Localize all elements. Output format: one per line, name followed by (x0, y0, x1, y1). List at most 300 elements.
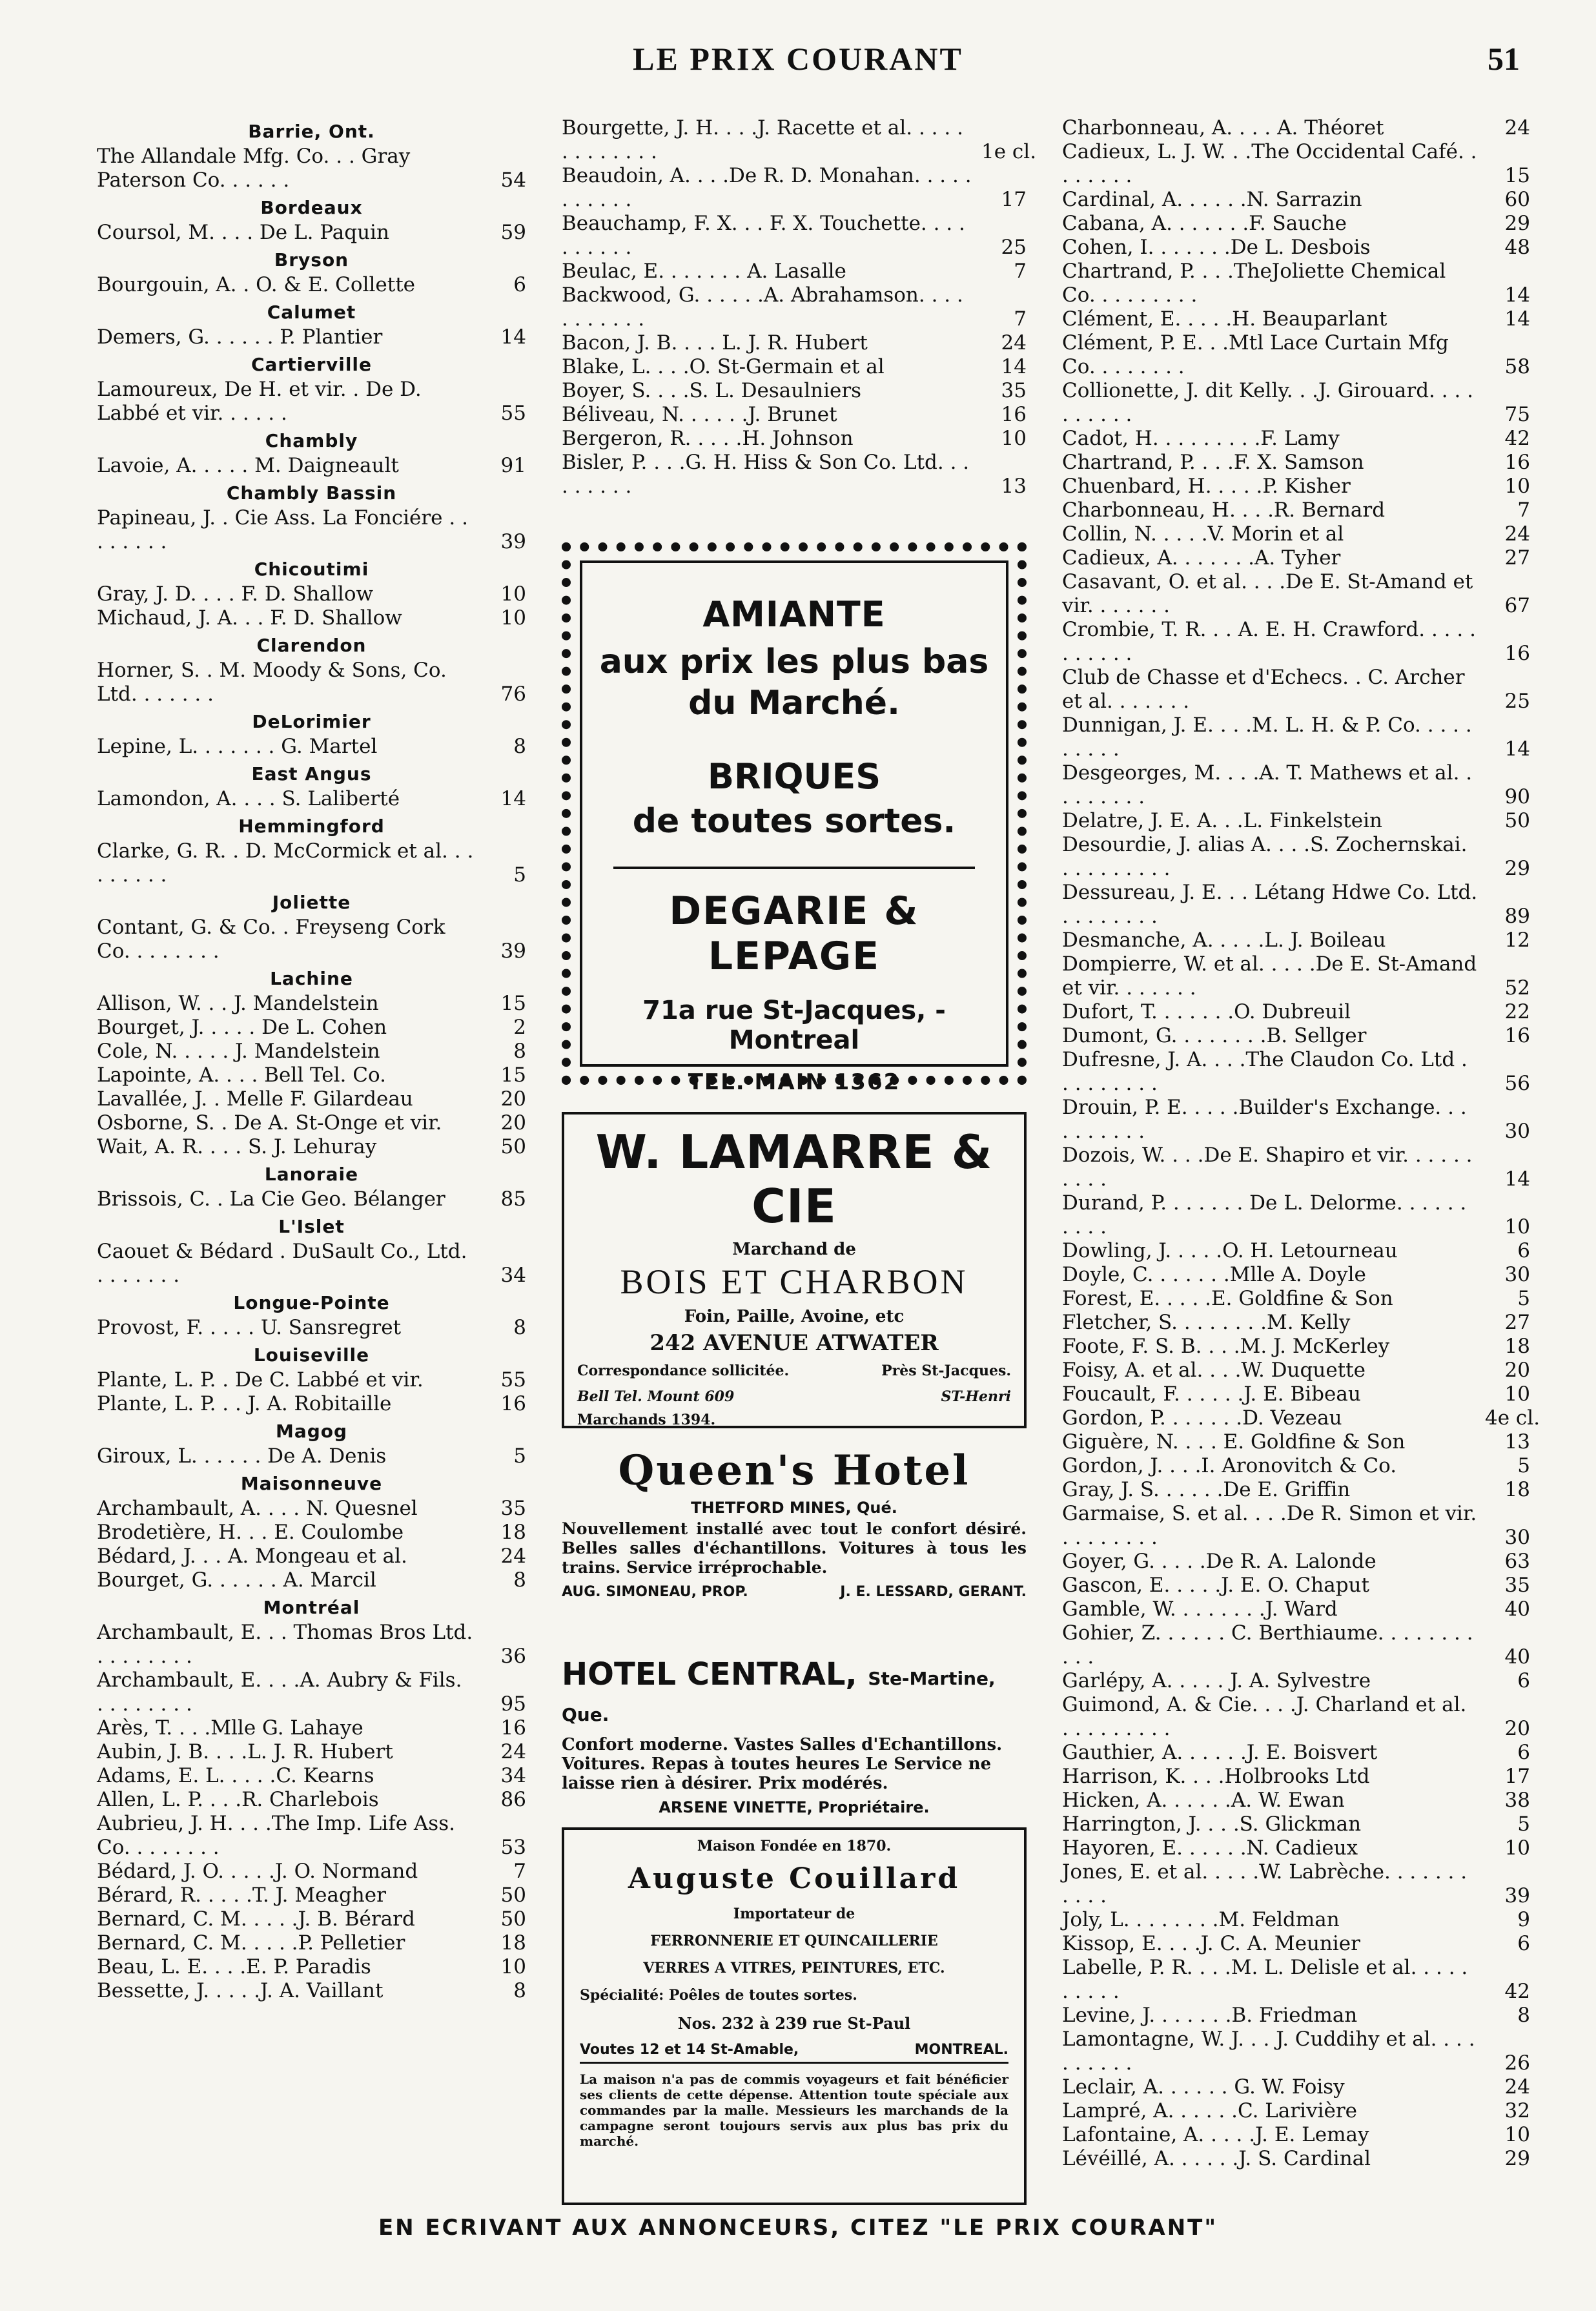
entry-number: 10 (1504, 1836, 1530, 1860)
entry-text: Beulac, E. . . . . . . A. Lasalle (562, 260, 846, 283)
entry-number: 58 (1504, 355, 1530, 378)
ad-couillard-address: Nos. 232 à 239 rue St-Paul (677, 2014, 911, 2033)
entry-text: Allison, W. . . J. Mandelstein (97, 992, 379, 1015)
entry-text: Lamoureux, De H. et vir. . De D. Labbé et vir. . . . . . (97, 378, 422, 425)
list-item (1062, 522, 1530, 546)
entry-number: 35 (1001, 379, 1027, 402)
entry-number: 50 (1504, 809, 1530, 832)
ad-amiante-title: AMIANTE (702, 594, 886, 635)
list-item (1062, 1836, 1530, 1860)
city-heading: Chicoutimi (254, 559, 369, 580)
entry-number: 8 (513, 1568, 526, 1592)
ad-lamarre-product: BOIS ET CHARBON (620, 1262, 968, 1301)
entry-number: 16 (1504, 1024, 1530, 1047)
list-item (97, 1907, 526, 1931)
entry-number: 2 (513, 1016, 526, 1039)
list-item (97, 1568, 526, 1592)
list-item (97, 1368, 526, 1392)
list-item (1062, 2099, 1530, 2123)
entry-text: Casavant, O. et al. . . .De E. St-Amand et vir. . . . . . . (1062, 570, 1473, 617)
entry-text: Lamontagne, W. J. . . J. Cuddihy et al. . . . . . . . . . (1062, 2028, 1475, 2075)
list-item (1062, 236, 1530, 260)
ad-lamarre-near: Près St-Jacques. (881, 1362, 1011, 1379)
entry-text: Bédard, J. O. . . . .J. O. Normand (97, 1860, 418, 1883)
ad-central-location: Ste-Martine, Que. (562, 1668, 996, 1725)
entry-text: Bernard, C. M. . . . .P. Pelletier (97, 1931, 405, 1955)
entry-text: Delatre, J. E. A. . .L. Finkelstein (1062, 809, 1382, 832)
entry-number: 54 (500, 169, 526, 192)
city-heading: Lachine (270, 968, 353, 989)
list-item (1062, 666, 1530, 714)
list-item (1062, 2123, 1530, 2147)
entry-number: 8 (513, 1316, 526, 1339)
entry-number: 5 (1517, 1454, 1530, 1477)
entry-text: Dessureau, J. E. . . Létang Hdwe Co. Ltd. . . . . . . . . (1062, 881, 1478, 928)
city-heading: Montréal (263, 1597, 360, 1618)
ad-queens-owner: AUG. SIMONEAU, PROP. (562, 1584, 748, 1600)
list-item (1062, 2075, 1530, 2099)
city-heading: Clarendon (256, 635, 367, 656)
page-number: 51 (1488, 41, 1520, 77)
entry-text: Arès, T. . . .Mlle G. Lahaye (97, 1716, 363, 1740)
entry-number: 55 (500, 402, 526, 425)
entry-number: 14 (1001, 355, 1027, 378)
entry-text: Wait, A. R. . . . S. J. Lehuray (97, 1135, 377, 1158)
entry-number: 18 (500, 1521, 526, 1544)
entry-text: Bourget, J. . . . . De L. Cohen (97, 1016, 387, 1039)
entry-number: 32 (1504, 2099, 1530, 2122)
ad-lamarre-subtitle: Marchand de (732, 1240, 856, 1259)
entry-number: 50 (500, 1907, 526, 1931)
entry-text: Foucault, F. . . . . .J. E. Bibeau (1062, 1382, 1361, 1406)
entry-text: Levine, J. . . . . . .B. Friedman (1062, 2004, 1358, 2027)
ad-lamarre-address: 242 AVENUE ATWATER (650, 1330, 939, 1356)
entry-text: Leclair, A. . . . . . G. W. Foisy (1062, 2075, 1345, 2099)
entry-text: Archambault, A. . . . N. Quesnel (97, 1497, 418, 1520)
ad-divider (613, 867, 975, 869)
list-item (562, 164, 1027, 212)
page-footer: EN ECRIVANT AUX ANNONCEURS, CITEZ "LE PRIX COURANT" (378, 2215, 1218, 2241)
list-item (1062, 1908, 1530, 1932)
list-item (97, 659, 526, 706)
entry-number: 40 (1504, 1597, 1530, 1621)
entry-number: 18 (500, 1931, 526, 1955)
entry-text: Goyer, G. . . . .De R. A. Lalonde (1062, 1550, 1376, 1573)
entry-text: Lafontaine, A. . . . .J. E. Lemay (1062, 2123, 1369, 2146)
list-item (562, 331, 1027, 355)
list-item (97, 1187, 526, 1211)
entry-number: 50 (500, 1884, 526, 1907)
entry-text: Kissop, E. . . .J. C. A. Meunier (1062, 1932, 1360, 1955)
list-item (1062, 1287, 1530, 1311)
list-item (1062, 116, 1530, 140)
list-item (1062, 1550, 1530, 1574)
entry-text: Lepine, L. . . . . . . G. Martel (97, 735, 378, 758)
city-heading: Longue-Pointe (233, 1292, 390, 1313)
list-item (1062, 140, 1530, 188)
ad-briques-title: BRIQUES (707, 756, 881, 797)
ad-lamarre-tel2: ST-Henri (941, 1388, 1011, 1405)
entry-text: Bérard, R. . . . .T. J. Meagher (97, 1884, 386, 1907)
list-item (1062, 809, 1530, 833)
entry-number: 16 (1001, 403, 1027, 426)
list-item (97, 1884, 526, 1907)
list-item (97, 145, 526, 192)
entry-number: 7 (1014, 307, 1027, 331)
entry-number: 26 (1504, 2051, 1530, 2075)
ad-degarie-lepage (562, 542, 1027, 1095)
city-heading: Hemmingford (238, 816, 385, 837)
entry-text: Cabana, A. . . . . . .F. Sauche (1062, 212, 1347, 235)
ad-company-name: DEGARIE & LEPAGE (669, 888, 919, 979)
entry-number: 56 (1504, 1072, 1530, 1095)
entry-number: 8 (513, 1979, 526, 2002)
entry-text: Archambault, E. . . Thomas Bros Ltd. . . . . . . . . (97, 1621, 473, 1668)
entry-text: Joly, L. . . . . . . .M. Feldman (1062, 1908, 1340, 1931)
entry-text: Charbonneau, H. . . .R. Bernard (1062, 498, 1386, 522)
city-heading: Cartierville (251, 354, 373, 375)
entry-number: 24 (1504, 116, 1530, 139)
list-item (1062, 1502, 1530, 1550)
entry-number: 30 (1504, 1526, 1530, 1549)
entry-number: 36 (500, 1645, 526, 1668)
entry-number: 10 (1504, 1382, 1530, 1406)
list-item (97, 735, 526, 759)
entry-number: 52 (1504, 976, 1530, 1000)
entry-number: 4e cl. (1485, 1406, 1540, 1430)
ad-queens-hotel (562, 1446, 1027, 1640)
entry-number: 63 (1504, 1550, 1530, 1573)
entry-number: 20 (1504, 1359, 1530, 1382)
entry-text: Clément, P. E. . .Mtl Lace Curtain Mfg Co. . . . . . . . (1062, 331, 1449, 378)
entry-number: 24 (1504, 522, 1530, 546)
entry-text: Brodetière, H. . . E. Coulombe (97, 1521, 404, 1544)
entry-number: 10 (1001, 427, 1027, 450)
ad-couillard-vaults-row (580, 2042, 1008, 2064)
entry-text: Dufort, T. . . . . . .O. Dubreuil (1062, 1000, 1351, 1023)
list-item (97, 1669, 526, 1716)
entry-text: Lévéillé, A. . . . . .J. S. Cardinal (1062, 2147, 1371, 2170)
ad-couillard-vaults: Voutes 12 et 14 St-Amable, (580, 2042, 799, 2058)
ad-lamarre-tel3: Marchands 1394. (577, 1412, 716, 1428)
list-item (97, 378, 526, 426)
list-item (97, 1444, 526, 1468)
city-heading: Chambly (265, 430, 358, 451)
city-heading: Barrie, Ont. (248, 121, 375, 142)
entry-number: 16 (500, 1716, 526, 1740)
list-item (1062, 929, 1530, 952)
list-item (97, 273, 526, 297)
entry-number: 20 (500, 1111, 526, 1135)
list-item (1062, 570, 1530, 618)
ad-couillard (562, 1827, 1027, 2205)
entry-text: Cadot, H. . . . . . . . .F. Lamy (1062, 427, 1340, 450)
entry-text: Gray, J. S. . . . . .De E. Griffin (1062, 1478, 1351, 1501)
entry-number: 16 (1504, 642, 1530, 665)
entry-number: 30 (1504, 1120, 1530, 1143)
ad-central-heading (562, 1656, 1027, 1729)
entry-text: Chartrand, P. . . .TheJoliette Chemical Co. . . . . . . . . (1062, 260, 1446, 307)
list-item (562, 451, 1027, 498)
entry-text: Lamondon, A. . . . S. Laliberté (97, 787, 400, 810)
list-item (97, 1860, 526, 1884)
entry-number: 85 (500, 1187, 526, 1211)
ad-lamarre-items: Foin, Paille, Avoine, etc (684, 1307, 905, 1326)
entry-number: 6 (1517, 1239, 1530, 1262)
list-item (97, 1621, 526, 1669)
ad-couillard-specialty: Spécialité: Poêles de toutes sortes. (580, 1987, 857, 2004)
entry-text: Hayoren, E. . . . . .N. Cadieux (1062, 1836, 1358, 1860)
entry-text: Bourgouin, A. . O. & E. Collette (97, 273, 416, 296)
list-item (562, 116, 1037, 164)
entry-text: Michaud, J. A. . . F. D. Shallow (97, 606, 402, 630)
entry-text: Bisler, P. . . .G. H. Hiss & Son Co. Ltd. . . . . . . . . (562, 451, 970, 498)
entry-text: Bacon, J. B. . . . L. J. R. Hubert (562, 331, 868, 354)
entry-text: Giguère, N. . . . E. Goldfine & Son (1062, 1430, 1406, 1453)
entry-text: Gordon, J. . . .I. Aronovitch & Co. (1062, 1454, 1397, 1477)
entry-number: 91 (500, 454, 526, 477)
entry-text: Provost, F. . . . . U. Sansregret (97, 1316, 402, 1339)
list-item (1062, 1311, 1530, 1335)
entry-text: Drouin, P. E. . . . .Builder's Exchange. . . . . . . . . . (1062, 1096, 1467, 1143)
entry-number: 16 (500, 1392, 526, 1415)
entry-text: Clarke, G. R. . D. McCormick et al. . . . . . . . . (97, 839, 474, 887)
ad-lamarre-tel-row (577, 1388, 1011, 1405)
ad-couillard-note: La maison n'a pas de commis voyageurs et fait bénéficier ses clients de cette dépense. Attention toute spéciale aux commandes par la malle. Messieurs les marchands de la campagne seront toujours servis aux plus bas prix du marché. (580, 2071, 1008, 2149)
list-item (1062, 1789, 1530, 1813)
entry-number: 50 (500, 1135, 526, 1158)
entry-number: 15 (500, 992, 526, 1015)
entry-number: 5 (513, 863, 526, 887)
entry-text: Archambault, E. . . .A. Aubry & Fils. . . . . . . . . (97, 1669, 462, 1716)
entry-number: 13 (1001, 475, 1027, 498)
list-item (1062, 1191, 1530, 1239)
list-item (1062, 546, 1530, 570)
entry-number: 27 (1504, 546, 1530, 570)
entry-text: Club de Chasse et d'Echecs. . C. Archer et al. . . . . . . (1062, 666, 1465, 713)
entry-text: Gordon, P. . . . . . .D. Vezeau (1062, 1406, 1342, 1430)
entry-number: 14 (500, 787, 526, 810)
list-item (97, 1040, 526, 1063)
middle-column (562, 116, 1037, 498)
entry-number: 20 (500, 1087, 526, 1111)
entry-text: Backwood, G. . . . . .A. Abrahamson. . . . . . . . . . . (562, 283, 963, 331)
entry-text: Beau, L. E. . . .E. P. Paradis (97, 1955, 371, 1978)
list-item (1062, 1621, 1530, 1669)
entry-number: 89 (1504, 905, 1530, 928)
entry-number: 8 (1517, 2004, 1530, 2027)
entry-text: Dompierre, W. et al. . . . .De E. St-Amand et vir. . . . . . . (1062, 952, 1477, 1000)
list-item (97, 992, 526, 1016)
list-item (1062, 475, 1530, 498)
list-item (1062, 1382, 1530, 1406)
entry-text: Desourdie, J. alias A. . . .S. Zochernskai. . . . . . . . . . (1062, 833, 1468, 880)
entry-text: Garlépy, A. . . . . J. A. Sylvestre (1062, 1669, 1371, 1692)
list-item (1062, 2004, 1530, 2028)
list-item (562, 283, 1027, 331)
entry-text: Crombie, T. R. . . A. E. H. Crawford. . . . . . . . . . . (1062, 618, 1476, 665)
city-heading: Lanoraie (264, 1164, 359, 1185)
list-item (1062, 1597, 1530, 1621)
list-item (97, 1063, 526, 1087)
list-item (97, 325, 526, 349)
list-item (1062, 1335, 1530, 1359)
entry-text: Gohier, Z. . . . . . C. Berthiaume. . . . . . . . . . . (1062, 1621, 1473, 1669)
list-item (97, 221, 526, 245)
list-item (1062, 1860, 1530, 1908)
ad-briques-subtitle: de toutes sortes. (632, 802, 956, 841)
city-heading: Chambly Bassin (226, 482, 397, 504)
list-item (1062, 881, 1530, 929)
list-item (97, 506, 526, 554)
entry-text: Gascon, E. . . . .J. E. O. Chaput (1062, 1574, 1369, 1597)
entry-number: 55 (500, 1368, 526, 1392)
entry-number: 29 (1504, 212, 1530, 235)
entry-text: Cardinal, A. . . . . .N. Sarrazin (1062, 188, 1362, 211)
entry-text: Osborne, S. . De A. St-Onge et vir. (97, 1111, 442, 1135)
list-item (97, 606, 526, 630)
list-item (1062, 1741, 1530, 1765)
entry-number: 42 (1504, 427, 1530, 450)
list-item (97, 916, 526, 963)
entry-number: 14 (1504, 307, 1530, 331)
entry-text: Cadieux, L. J. W. . .The Occidental Café. . . . . . . . (1062, 140, 1477, 187)
list-item (1062, 260, 1530, 307)
list-item (1062, 307, 1530, 331)
entry-text: Allen, L. P. . . .R. Charlebois (97, 1788, 379, 1811)
entry-text: Beauchamp, F. X. . . F. X. Touchette. . . . . . . . . . (562, 212, 965, 259)
entry-number: 29 (1504, 857, 1530, 880)
entry-text: Dufresne, J. A. . . .The Claudon Co. Ltd . . . . . . . . . (1062, 1048, 1468, 1095)
entry-text: Bourgette, J. H. . . .J. Racette et al. . . . . . . . . . . . . (562, 116, 963, 163)
entry-number: 40 (1504, 1645, 1530, 1669)
list-item (97, 1240, 526, 1288)
ad-couillard-line2: VERRES A VITRES, PEINTURES, ETC. (643, 1960, 945, 1977)
ad-lamarre-tel1: Bell Tel. Mount 609 (577, 1388, 735, 1405)
entry-number: 5 (513, 1444, 526, 1468)
list-item (97, 839, 526, 887)
entry-text: Bourget, G. . . . . . A. Marcil (97, 1568, 376, 1592)
entry-number: 8 (513, 1040, 526, 1063)
list-item (97, 1497, 526, 1521)
list-item (562, 355, 1027, 379)
entry-text: Foisy, A. et al. . . .W. Duquette (1062, 1359, 1366, 1382)
list-item (1062, 1096, 1530, 1144)
entry-text: Plante, L. P. . De C. Labbé et vir. (97, 1368, 424, 1392)
city-heading: L'Islet (278, 1216, 345, 1237)
list-item (1062, 2147, 1530, 2171)
entry-number: 59 (500, 221, 526, 244)
entry-number: 17 (1001, 188, 1027, 211)
entry-text: Doyle, C. . . . . . .Mlle A. Doyle (1062, 1263, 1366, 1286)
ad-lamarre (562, 1112, 1027, 1428)
list-item (1062, 1406, 1540, 1430)
entry-number: 95 (500, 1692, 526, 1716)
entry-number: 14 (500, 325, 526, 349)
list-item (562, 379, 1027, 403)
ad-hotel-central (562, 1656, 1027, 1816)
list-item (1062, 498, 1530, 522)
entry-number: 10 (1504, 475, 1530, 498)
ad-queens-location: THETFORD MINES, Qué. (691, 1499, 897, 1517)
list-item (97, 1392, 526, 1416)
ad-queens-description: Nouvellement installé avec tout le confort désiré. Belles salles d'échantillons. Voitures à tous les trains. Service irréprochable. (562, 1519, 1027, 1577)
entry-number: 60 (1504, 188, 1530, 211)
entry-number: 7 (1517, 498, 1530, 522)
list-item (1062, 427, 1530, 451)
city-heading: Magog (275, 1421, 348, 1442)
entry-text: Durand, P. . . . . . . De L. Delorme. . . . . . . . . . (1062, 1191, 1467, 1238)
list-item (1062, 1024, 1530, 1048)
entry-text: Lavallée, J. . Melle F. Gilardeau (97, 1087, 413, 1111)
ad-lamarre-name: W. LAMARRE & CIE (595, 1125, 993, 1233)
entry-text: Giroux, L. . . . . . De A. Denis (97, 1444, 387, 1468)
list-item (562, 427, 1027, 451)
list-item (1062, 714, 1530, 761)
entry-text: Gauthier, A. . . . . .J. E. Boisvert (1062, 1741, 1378, 1764)
entry-number: 53 (500, 1836, 526, 1859)
entry-number: 15 (1504, 164, 1530, 187)
ad-central-name: HOTEL CENTRAL, (562, 1656, 857, 1692)
list-item (97, 1521, 526, 1545)
entry-text: Papineau, J. . Cie Ass. La Fonciére . . . . . . . . (97, 506, 468, 553)
right-column (1062, 116, 1540, 2171)
ad-queens-name: Queen's Hotel (618, 1446, 970, 1495)
entry-text: Beaudoin, A. . . .De R. D. Monahan. . . . . . . . . . . (562, 164, 972, 211)
list-item (562, 403, 1027, 427)
list-item (1062, 1048, 1530, 1096)
list-item (97, 1111, 526, 1135)
list-item (1062, 1669, 1530, 1693)
entry-number: 25 (1504, 690, 1530, 713)
entry-text: Caouet & Bédard . DuSault Co., Ltd. . . . . . . . (97, 1240, 467, 1287)
entry-text: Lavoie, A. . . . . M. Daigneault (97, 454, 399, 477)
entry-number: 12 (1504, 929, 1530, 952)
list-item (97, 1812, 526, 1860)
entry-text: Dowling, J. . . . .O. H. Letourneau (1062, 1239, 1398, 1262)
entry-number: 24 (1504, 2075, 1530, 2099)
list-item (97, 1764, 526, 1788)
ad-address: 71a rue St-Jacques, - Montreal (642, 996, 946, 1055)
list-item (97, 1016, 526, 1040)
entry-number: 10 (1504, 2123, 1530, 2146)
entry-text: Cohen, I. . . . . . .De L. Desbois (1062, 236, 1371, 259)
entry-text: Blake, L. . . .O. St-Germain et al (562, 355, 885, 378)
entry-text: Dunnigan, J. E. . . .M. L. H. & P. Co. . . . . . . . . . (1062, 714, 1472, 761)
entry-number: 10 (500, 1955, 526, 1978)
ad-couillard-line1: FERRONNERIE ET QUINCAILLERIE (650, 1933, 938, 1949)
ad-lamarre-correspondence-row (577, 1362, 1011, 1379)
entry-number: 6 (1517, 1741, 1530, 1764)
entry-text: Demers, G. . . . . . P. Plantier (97, 325, 383, 349)
entry-text: Forest, E. . . . .E. Goldfine & Son (1062, 1287, 1393, 1310)
list-item (1062, 1478, 1530, 1502)
entry-text: Bergeron, R. . . . .H. Johnson (562, 427, 854, 450)
entry-text: Labelle, P. R. . . .M. L. Delisle et al. . . . . . . . . . (1062, 1956, 1468, 2003)
city-heading: Maisonneuve (240, 1473, 383, 1494)
entry-text: Bessette, J. . . . .J. A. Vaillant (97, 1979, 384, 2002)
list-item (1062, 2028, 1530, 2075)
entry-text: Charbonneau, A. . . . A. Théoret (1062, 116, 1384, 139)
entry-number: 34 (500, 1764, 526, 1787)
entry-number: 35 (500, 1497, 526, 1520)
city-heading: Joliette (272, 892, 351, 913)
list-item (97, 1931, 526, 1955)
entry-number: 20 (1504, 1717, 1530, 1740)
list-item (1062, 1359, 1530, 1382)
list-item (1062, 1000, 1530, 1024)
entry-text: Bernard, C. M. . . . .J. B. Bérard (97, 1907, 415, 1931)
